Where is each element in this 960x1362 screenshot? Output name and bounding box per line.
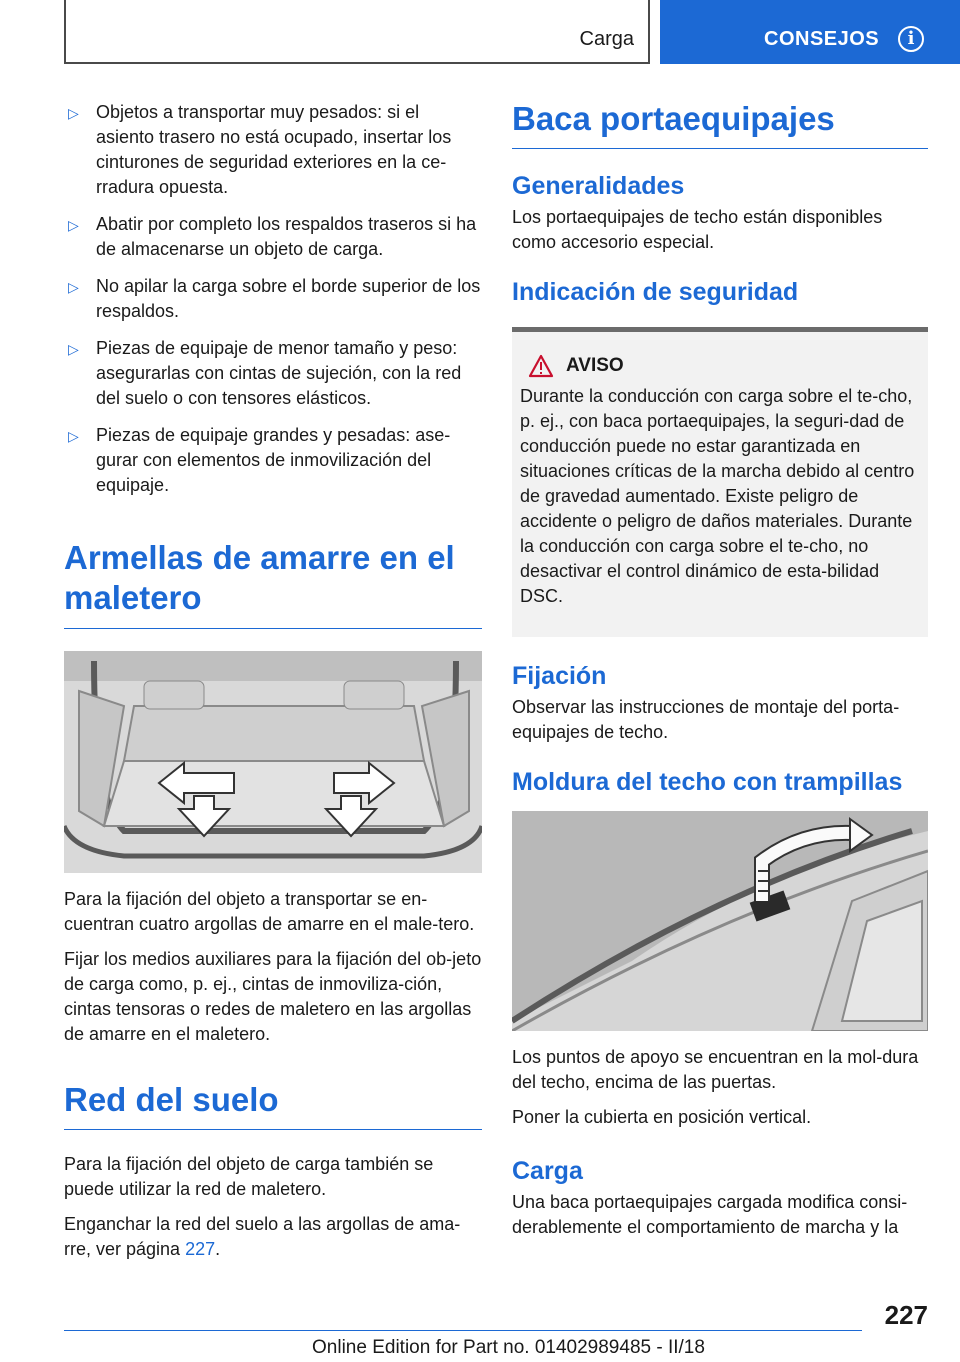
heading-fijacion: Fijación [512,662,607,690]
list-item: ▷ Piezas de equipaje de menor tamaño y peso: asegurarlas con cintas de sujeción, con la red del suelo o con tensores elásticos. [68,338,462,408]
list-item: ▷ Objetos a transportar muy pesados: si el asiento trasero no está ocupado, insertar los cinturones de seguridad exteriores en la ce-rradura opuesta. [68,102,452,197]
left-column [64,100,482,1272]
section-title-red: Red del suelo [64,1081,482,1130]
paragraph-moldura-1: Los puntos de apoyo se encuentran en la mol-dura del techo, encima de las puertas. [512,1047,919,1092]
header-tab-consejos[interactable] [660,0,960,64]
heading-generalidades: Generalidades [512,172,685,200]
triangle-bullet-icon: ▷ [68,217,79,233]
paragraph-fijacion: Observar las instrucciones de montaje del porta-equipajes de techo. [512,697,900,742]
list-item: ▷ No apilar la carga sobre el borde superior de los respaldos. [68,276,481,321]
section-title-baca: Baca portaequipajes [512,100,928,149]
heading-carga: Carga [512,1157,583,1185]
header-section-box [64,0,650,64]
paragraph-generalidades: Los portaequipajes de techo están disponibles como accesorio especial. [512,207,883,252]
warning-label: AVISO [566,355,624,376]
footer-divider [64,1330,862,1331]
paragraph-red-1: Para la fijación del objeto de carga también se puede utilizar la red de maletero. [64,1154,434,1199]
trunk-illustration [64,651,482,873]
paragraph-red-2: Enganchar la red del suelo a las argollas de ama-rre, ver página 227. [64,1214,461,1259]
header-section-title: Carga [579,28,634,50]
triangle-bullet-icon: ▷ [68,105,79,121]
page-number: 227 [884,1300,928,1330]
roof-molding-illustration [512,811,928,1031]
heading-moldura: Moldura del techo con trampillas [512,768,903,796]
triangle-bullet-icon: ▷ [68,428,79,444]
warning-box [512,327,928,637]
heading-seguridad: Indicación de seguridad [512,278,799,306]
paragraph-armellas-1: Para la fijación del objeto a transportar se en-cuentran cuatro argollas de amarre en el male-tero. [64,889,475,934]
paragraph-carga: Una baca portaequipajes cargada modifica consi-derablemente el comportamiento de marcha y la [512,1192,908,1237]
paragraph-moldura-2: Poner la cubierta en posición vertical. [512,1107,812,1127]
paragraph-armellas-2: Fijar los medios auxiliares para la fijación del ob-jeto de carga como, p. ej., cintas de inmoviliza-ción, cintas tensoras o redes de maletero en las argollas de amarre en el maletero. [64,949,482,1044]
header-tab-label: CONSEJOS [764,28,880,50]
warning-text: Durante la conducción con carga sobre el te-cho, p. ej., con baca portaequipajes, la seguri-dad de conducción puede no estar garantizada en situaciones críticas de la marcha debido al centro de gravedad aumentado. Existe peligro de accidente o peligro de daños materiales. Durante la conducción con carga sobre el te-cho, no desactivar el control dinámico de esta-bilidad DSC. [520,386,915,606]
info-icon: i [898,26,924,52]
triangle-bullet-icon: ▷ [68,341,79,357]
right-column [512,100,928,1250]
triangle-bullet-icon: ▷ [68,279,79,295]
list-item: ▷ Piezas de equipaje grandes y pesadas: ase-gurar con elementos de inmovilización del equipaje. [68,425,451,495]
section-title-armellas: Armellas de amarre en el maletero [64,538,482,629]
page-link[interactable]: 227 [185,1239,216,1259]
footer-edition: Online Edition for Part no. 01402989485 - II/18 [312,1337,705,1358]
bullet-list [64,100,482,498]
list-item: ▷ Abatir por completo los respaldos traseros si ha de almacenarse un objeto de carga. [68,214,477,259]
warning-triangle-icon [528,354,554,378]
